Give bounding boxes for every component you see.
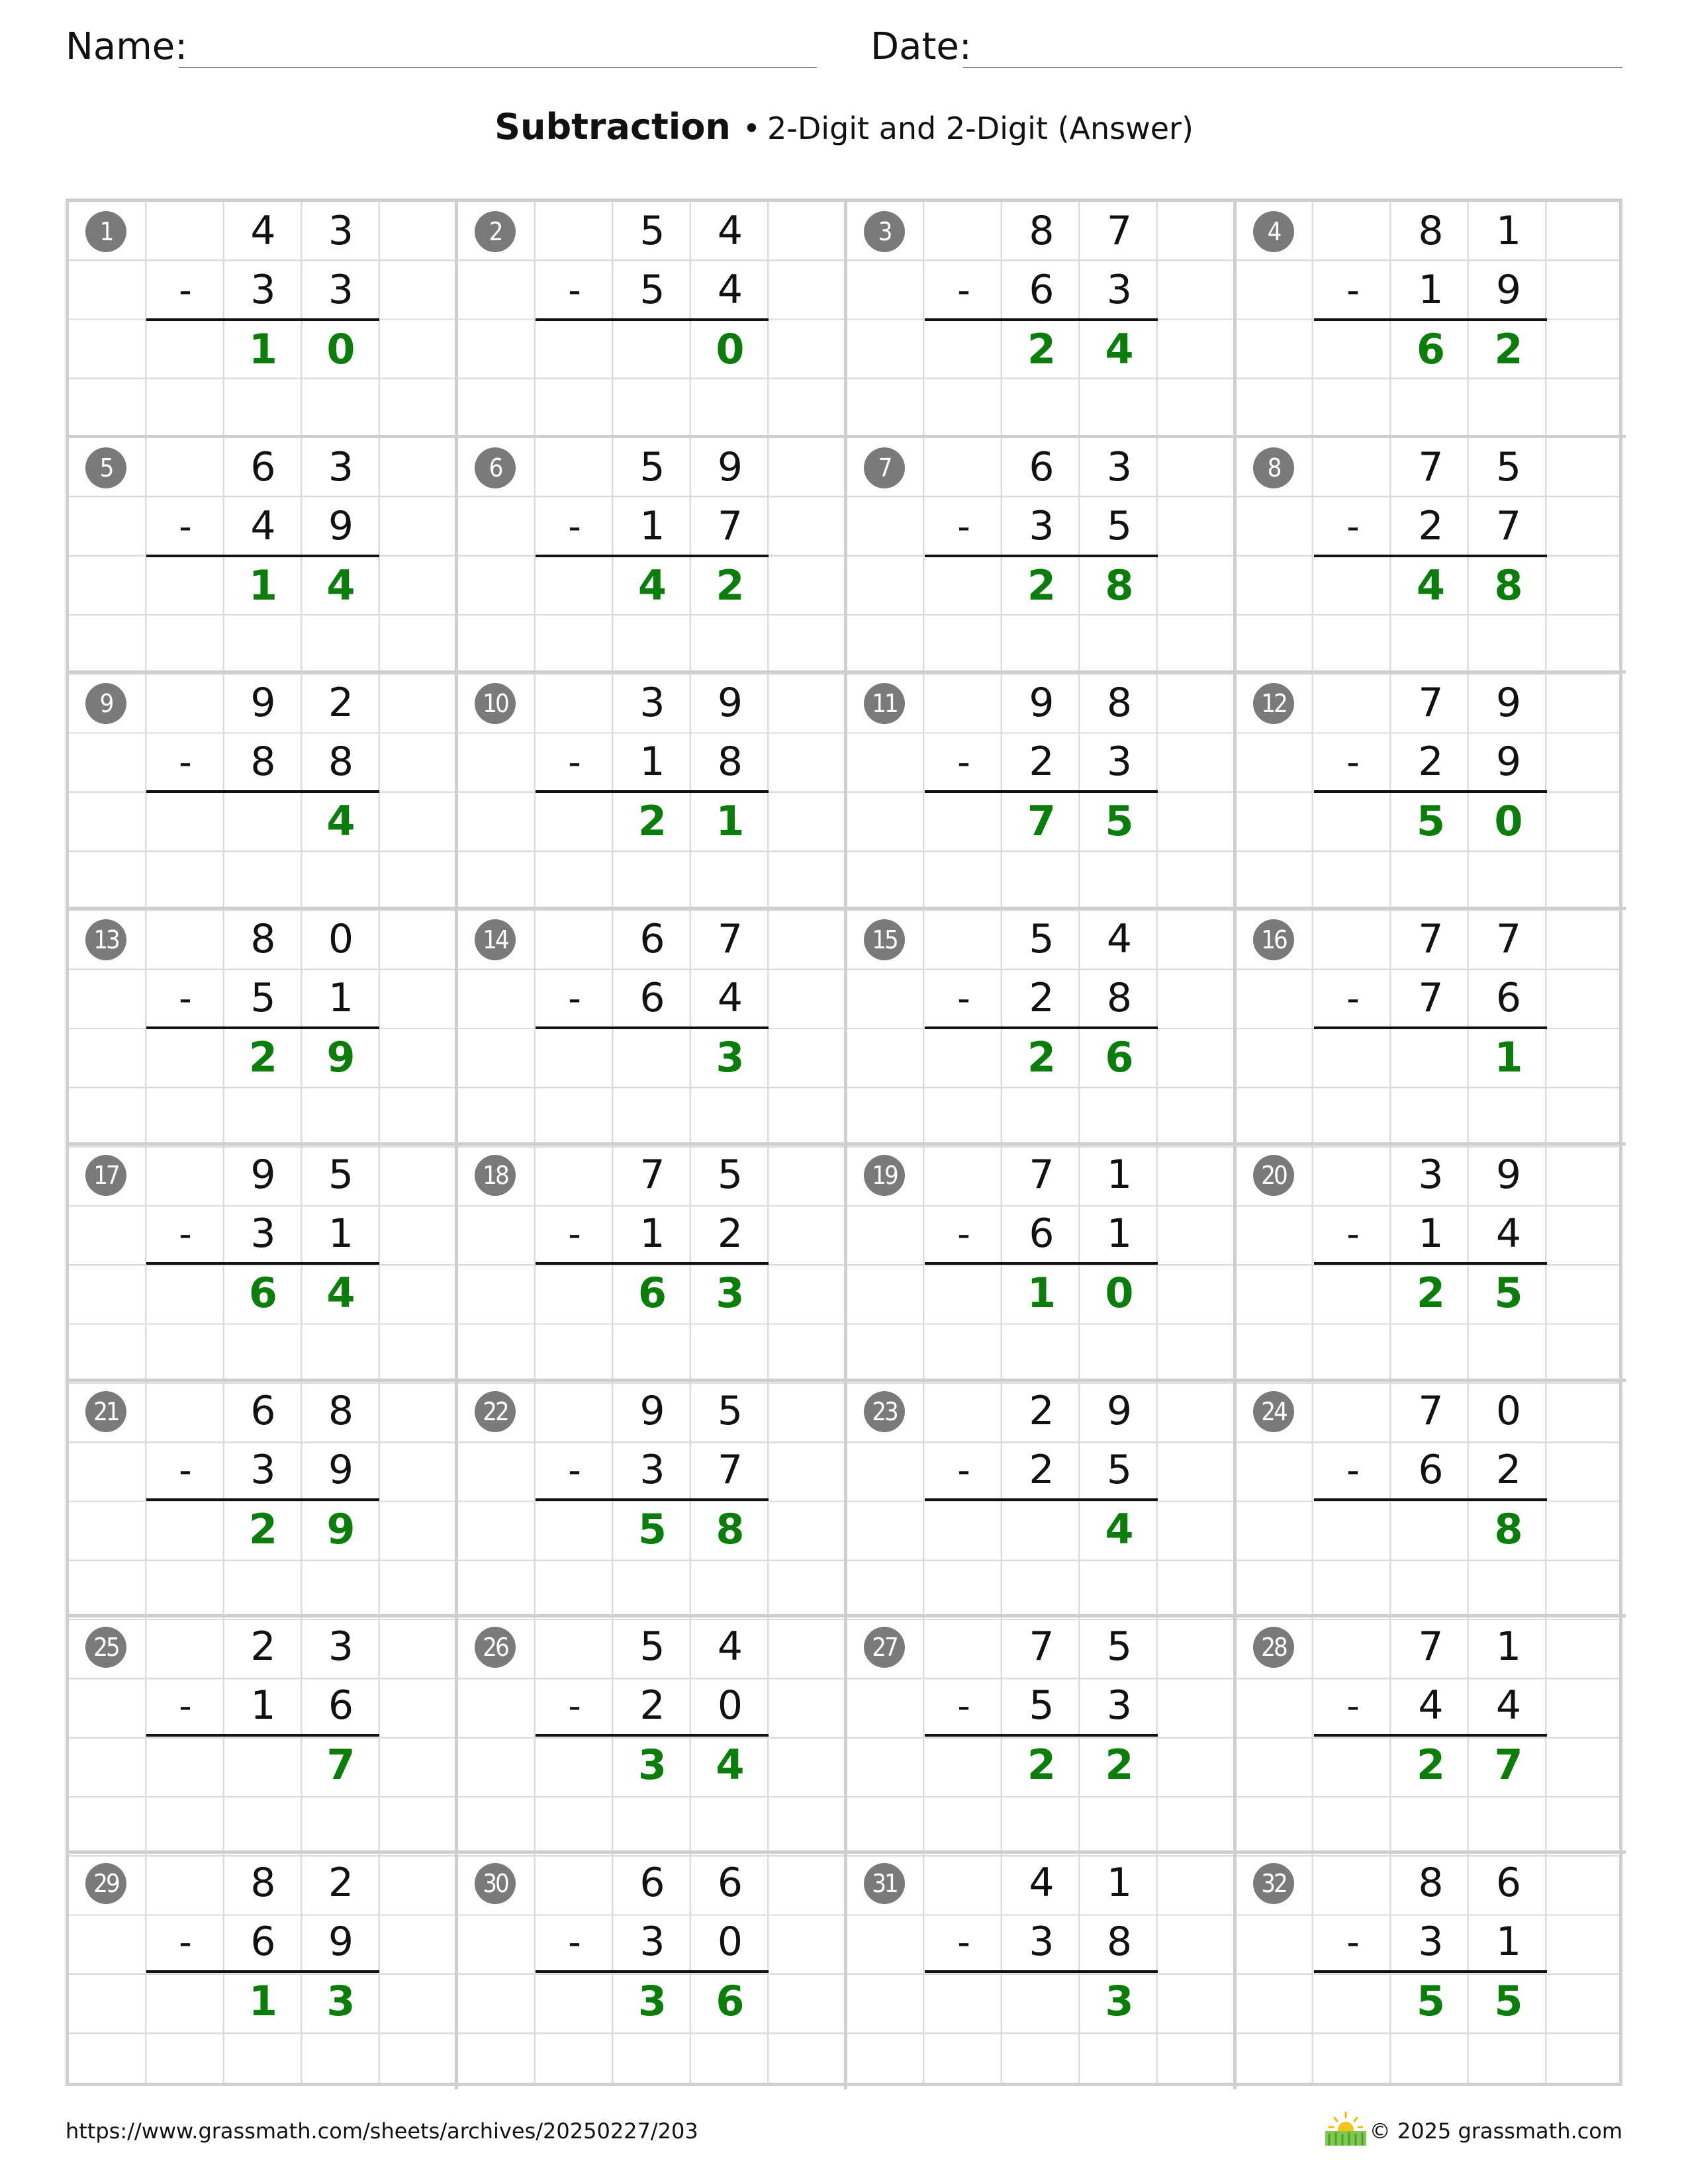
problem-10 bbox=[458, 674, 847, 910]
minuend-tens-digit: 5 bbox=[639, 208, 665, 254]
subtrahend-tens-digit: 3 bbox=[639, 1918, 665, 1965]
problem-6 bbox=[458, 438, 847, 674]
problem-number-badge: 25 bbox=[85, 1627, 126, 1668]
problem-4 bbox=[1237, 202, 1626, 438]
subtrahend-ones-digit: 5 bbox=[1106, 502, 1133, 549]
worksheet-title bbox=[0, 106, 1688, 148]
problem-number-badge: 18 bbox=[475, 1155, 516, 1196]
problem-number-badge: 24 bbox=[1253, 1391, 1294, 1432]
problem-number-badge: 2 bbox=[475, 211, 516, 252]
answer-ones-digit[interactable]: 3 bbox=[716, 1269, 745, 1317]
subtrahend-tens-digit: 2 bbox=[639, 1682, 665, 1729]
subtrahend-tens-digit: 3 bbox=[1029, 1918, 1055, 1965]
subtrahend-ones-digit: 9 bbox=[328, 1446, 354, 1493]
subtrahend-ones-digit: 3 bbox=[1106, 1682, 1133, 1729]
minuend-ones-digit: 6 bbox=[1495, 1859, 1522, 1906]
problem-number-badge: 5 bbox=[85, 447, 126, 488]
problem-26 bbox=[458, 1617, 847, 1854]
problem-number-badge: 9 bbox=[85, 683, 126, 724]
minuend-tens-digit: 7 bbox=[1418, 1623, 1444, 1670]
answer-tens-digit[interactable]: 1 bbox=[248, 561, 278, 610]
problem-number-badge: 31 bbox=[864, 1863, 905, 1904]
minuend-tens-digit: 6 bbox=[250, 443, 276, 490]
answer-tens-digit[interactable]: 2 bbox=[1416, 1741, 1446, 1789]
minus-sign: - bbox=[1346, 1449, 1360, 1491]
minuend-ones-digit: 5 bbox=[328, 1152, 354, 1198]
subtrahend-ones-digit: 7 bbox=[717, 1446, 743, 1493]
minus-sign: - bbox=[957, 1921, 970, 1963]
title-separator: • bbox=[742, 111, 761, 146]
problem-number-badge: 17 bbox=[85, 1155, 126, 1196]
answer-tens-digit[interactable]: 3 bbox=[637, 1741, 667, 1789]
problem-number-badge: 20 bbox=[1253, 1155, 1294, 1196]
subtrahend-ones-digit: 6 bbox=[1495, 974, 1522, 1021]
problem-number-badge: 1 bbox=[85, 211, 126, 252]
answer-tens-digit[interactable]: 5 bbox=[637, 1504, 667, 1553]
subtrahend-ones-digit: 3 bbox=[1106, 267, 1133, 313]
minuend-tens-digit: 3 bbox=[639, 680, 665, 726]
problem-2 bbox=[458, 202, 847, 438]
minus-sign: - bbox=[957, 505, 970, 547]
subtrahend-ones-digit: 9 bbox=[328, 502, 354, 549]
problem-number-badge: 6 bbox=[475, 447, 516, 488]
answer-ones-digit[interactable]: 4 bbox=[716, 1741, 745, 1789]
minuend-tens-digit: 8 bbox=[1029, 208, 1055, 254]
minus-sign: - bbox=[1346, 505, 1360, 547]
subtrahend-tens-digit: 2 bbox=[1418, 502, 1444, 549]
answer-ones-digit[interactable]: 8 bbox=[1494, 561, 1523, 610]
subtrahend-ones-digit: 1 bbox=[328, 974, 354, 1021]
minuend-ones-digit: 3 bbox=[328, 1623, 354, 1670]
minus-sign: - bbox=[568, 269, 581, 311]
subtrahend-ones-digit: 8 bbox=[1106, 974, 1133, 1021]
problem-27 bbox=[847, 1617, 1237, 1854]
subtrahend-ones-digit: 1 bbox=[1106, 1210, 1133, 1257]
answer-ones-digit[interactable]: 4 bbox=[326, 797, 355, 845]
problem-number-badge: 7 bbox=[864, 447, 905, 488]
subtrahend-tens-digit: 2 bbox=[1418, 739, 1444, 785]
subtrahend-ones-digit: 9 bbox=[1495, 739, 1522, 785]
answer-ones-digit[interactable]: 1 bbox=[716, 797, 745, 845]
subtrahend-ones-digit: 3 bbox=[1106, 739, 1133, 785]
name-underline[interactable] bbox=[179, 67, 817, 68]
problem-3 bbox=[847, 202, 1237, 438]
minus-sign: - bbox=[568, 741, 581, 783]
answer-ones-digit[interactable]: 2 bbox=[716, 561, 745, 610]
answer-tens-digit[interactable]: 2 bbox=[1027, 561, 1056, 610]
title-subtitle: 2-Digit and 2-Digit (Answer) bbox=[767, 111, 1194, 146]
problem-number-badge: 12 bbox=[1253, 683, 1294, 724]
subtrahend-tens-digit: 3 bbox=[639, 1446, 665, 1493]
answer-ones-digit[interactable]: 1 bbox=[1494, 1032, 1523, 1081]
problem-number-badge: 13 bbox=[85, 919, 126, 960]
answer-tens-digit[interactable]: 4 bbox=[1416, 561, 1446, 610]
subtrahend-tens-digit: 1 bbox=[639, 1210, 665, 1257]
answer-tens-digit[interactable]: 2 bbox=[637, 797, 667, 845]
minus-sign: - bbox=[179, 505, 192, 547]
minuend-ones-digit: 2 bbox=[328, 680, 354, 726]
subtrahend-tens-digit: 6 bbox=[250, 1918, 276, 1965]
answer-ones-digit[interactable]: 8 bbox=[716, 1504, 745, 1553]
subtrahend-tens-digit: 5 bbox=[639, 267, 665, 313]
problem-5 bbox=[69, 438, 458, 674]
problem-21 bbox=[69, 1382, 458, 1618]
answer-tens-digit[interactable]: 1 bbox=[248, 1976, 278, 2025]
problem-grid bbox=[66, 199, 1622, 2086]
subtrahend-tens-digit: 1 bbox=[639, 739, 665, 785]
minuend-ones-digit: 5 bbox=[1495, 443, 1522, 490]
subtrahend-tens-digit: 5 bbox=[1029, 1682, 1055, 1729]
subtrahend-ones-digit: 0 bbox=[717, 1918, 743, 1965]
problem-9 bbox=[69, 674, 458, 910]
problem-number-badge: 28 bbox=[1253, 1627, 1294, 1668]
subtrahend-tens-digit: 1 bbox=[250, 1682, 276, 1729]
minus-sign: - bbox=[1346, 1921, 1360, 1963]
problem-number-badge: 16 bbox=[1253, 919, 1294, 960]
answer-ones-digit[interactable]: 3 bbox=[326, 1976, 355, 2025]
problem-25 bbox=[69, 1617, 458, 1854]
minus-sign: - bbox=[568, 977, 581, 1019]
problem-8 bbox=[1237, 438, 1626, 674]
minus-sign: - bbox=[179, 741, 192, 783]
minus-sign: - bbox=[1346, 269, 1360, 311]
minuend-ones-digit: 7 bbox=[1495, 915, 1522, 962]
subtrahend-tens-digit: 6 bbox=[1418, 1446, 1444, 1493]
minuend-ones-digit: 1 bbox=[1495, 1623, 1522, 1670]
subtrahend-tens-digit: 6 bbox=[1029, 1210, 1055, 1257]
answer-tens-digit[interactable]: 6 bbox=[248, 1269, 278, 1317]
subtrahend-ones-digit: 9 bbox=[1495, 267, 1522, 313]
minuend-tens-digit: 5 bbox=[1029, 915, 1055, 962]
footer-copyright: © 2025 grassmath.com bbox=[1369, 2118, 1622, 2144]
minuend-tens-digit: 7 bbox=[1029, 1623, 1055, 1670]
subtrahend-ones-digit: 8 bbox=[328, 739, 354, 785]
subtrahend-ones-digit: 2 bbox=[1495, 1446, 1522, 1493]
minuend-ones-digit: 9 bbox=[717, 680, 743, 726]
minuend-tens-digit: 8 bbox=[1418, 208, 1444, 254]
footer-url[interactable]: https://www.grassmath.com/sheets/archives/20250227/203 bbox=[66, 2118, 698, 2144]
problem-number-badge: 19 bbox=[864, 1155, 905, 1196]
answer-ones-digit[interactable]: 2 bbox=[1494, 325, 1523, 373]
answer-ones-digit[interactable]: 6 bbox=[716, 1976, 745, 2025]
subtrahend-ones-digit: 3 bbox=[328, 267, 354, 313]
minus-sign: - bbox=[568, 1921, 581, 1963]
minuend-ones-digit: 5 bbox=[717, 1152, 743, 1198]
problem-number-badge: 32 bbox=[1253, 1863, 1294, 1904]
minuend-ones-digit: 8 bbox=[1106, 680, 1133, 726]
minuend-tens-digit: 7 bbox=[1418, 680, 1444, 726]
answer-ones-digit[interactable]: 0 bbox=[1494, 797, 1523, 845]
grass-sun-logo-icon bbox=[1323, 2110, 1369, 2147]
minuend-tens-digit: 8 bbox=[250, 915, 276, 962]
problem-30 bbox=[458, 1854, 847, 2090]
minuend-ones-digit: 9 bbox=[1106, 1387, 1133, 1434]
minuend-ones-digit: 9 bbox=[717, 443, 743, 490]
name-label: Name: bbox=[66, 25, 188, 68]
answer-tens-digit[interactable]: 2 bbox=[1027, 1032, 1056, 1081]
minuend-tens-digit: 9 bbox=[250, 1152, 276, 1198]
minus-sign: - bbox=[957, 977, 970, 1019]
subtrahend-tens-digit: 4 bbox=[1418, 1682, 1444, 1729]
date-underline[interactable] bbox=[963, 67, 1622, 68]
answer-ones-digit[interactable]: 4 bbox=[1105, 1504, 1134, 1553]
minus-sign: - bbox=[1346, 977, 1360, 1019]
problem-22 bbox=[458, 1382, 847, 1618]
problem-number-badge: 4 bbox=[1253, 211, 1294, 252]
minuend-tens-digit: 2 bbox=[1029, 1387, 1055, 1434]
problem-14 bbox=[458, 910, 847, 1146]
problem-number-badge: 27 bbox=[864, 1627, 905, 1668]
answer-tens-digit[interactable]: 2 bbox=[1416, 1269, 1446, 1317]
subtrahend-tens-digit: 6 bbox=[639, 974, 665, 1021]
minuend-tens-digit: 6 bbox=[250, 1387, 276, 1434]
subtrahend-ones-digit: 6 bbox=[328, 1682, 354, 1729]
answer-tens-digit[interactable]: 2 bbox=[1027, 325, 1056, 373]
minuend-ones-digit: 3 bbox=[1106, 443, 1133, 490]
subtrahend-ones-digit: 4 bbox=[1495, 1210, 1522, 1257]
subtrahend-ones-digit: 4 bbox=[717, 267, 743, 313]
minuend-tens-digit: 7 bbox=[1418, 443, 1444, 490]
problem-17 bbox=[69, 1146, 458, 1382]
answer-ones-digit[interactable]: 4 bbox=[1105, 325, 1134, 373]
minuend-tens-digit: 6 bbox=[639, 915, 665, 962]
subtrahend-ones-digit: 8 bbox=[1106, 1918, 1133, 1965]
minus-sign: - bbox=[568, 1213, 581, 1255]
problem-number-badge: 3 bbox=[864, 211, 905, 252]
minuend-ones-digit: 1 bbox=[1495, 208, 1522, 254]
subtrahend-ones-digit: 1 bbox=[1495, 1918, 1522, 1965]
minuend-tens-digit: 7 bbox=[1418, 915, 1444, 962]
minuend-ones-digit: 5 bbox=[1106, 1623, 1133, 1670]
answer-ones-digit[interactable]: 9 bbox=[326, 1504, 355, 1553]
problem-number-badge: 11 bbox=[864, 683, 905, 724]
problem-number-badge: 8 bbox=[1253, 447, 1294, 488]
answer-ones-digit[interactable]: 3 bbox=[1105, 1976, 1134, 2025]
answer-ones-digit[interactable]: 5 bbox=[1494, 1976, 1523, 2025]
subtrahend-ones-digit: 1 bbox=[328, 1210, 354, 1257]
subtrahend-tens-digit: 2 bbox=[1029, 1446, 1055, 1493]
answer-ones-digit[interactable]: 4 bbox=[326, 561, 355, 610]
title-main: Subtraction bbox=[494, 106, 731, 148]
answer-tens-digit[interactable]: 3 bbox=[637, 1976, 667, 2025]
minuend-ones-digit: 8 bbox=[328, 1387, 354, 1434]
problem-7 bbox=[847, 438, 1237, 674]
minus-sign: - bbox=[179, 1921, 192, 1963]
problem-number-badge: 10 bbox=[475, 683, 516, 724]
problem-18 bbox=[458, 1146, 847, 1382]
subtrahend-tens-digit: 1 bbox=[639, 502, 665, 549]
minuend-ones-digit: 0 bbox=[328, 915, 354, 962]
answer-ones-digit[interactable]: 5 bbox=[1494, 1269, 1523, 1317]
problem-31 bbox=[847, 1854, 1237, 2090]
minuend-tens-digit: 8 bbox=[1418, 1859, 1444, 1906]
problem-number-badge: 30 bbox=[475, 1863, 516, 1904]
answer-ones-digit[interactable]: 6 bbox=[1105, 1032, 1134, 1081]
minus-sign: - bbox=[179, 269, 192, 311]
minuend-ones-digit: 3 bbox=[328, 208, 354, 254]
answer-ones-digit[interactable]: 2 bbox=[1105, 1741, 1134, 1789]
minus-sign: - bbox=[568, 1449, 581, 1491]
subtrahend-tens-digit: 8 bbox=[250, 739, 276, 785]
problem-19 bbox=[847, 1146, 1237, 1382]
answer-tens-digit[interactable]: 6 bbox=[1416, 325, 1446, 373]
minus-sign: - bbox=[957, 741, 970, 783]
problem-15 bbox=[847, 910, 1237, 1146]
subtrahend-ones-digit: 8 bbox=[717, 739, 743, 785]
subtrahend-tens-digit: 3 bbox=[1418, 1918, 1444, 1965]
minuend-ones-digit: 4 bbox=[1106, 915, 1133, 962]
subtrahend-ones-digit: 0 bbox=[717, 1682, 743, 1729]
minuend-ones-digit: 1 bbox=[1106, 1859, 1133, 1906]
subtrahend-ones-digit: 9 bbox=[328, 1918, 354, 1965]
problem-number-badge: 21 bbox=[85, 1391, 126, 1432]
problem-20 bbox=[1237, 1146, 1626, 1382]
answer-ones-digit[interactable]: 8 bbox=[1105, 561, 1134, 610]
subtrahend-tens-digit: 2 bbox=[1029, 974, 1055, 1021]
subtrahend-tens-digit: 3 bbox=[1029, 502, 1055, 549]
subtrahend-ones-digit: 4 bbox=[717, 974, 743, 1021]
minuend-ones-digit: 4 bbox=[717, 208, 743, 254]
minus-sign: - bbox=[1346, 741, 1360, 783]
subtrahend-tens-digit: 3 bbox=[250, 1446, 276, 1493]
minus-sign: - bbox=[957, 1213, 970, 1255]
problem-12 bbox=[1237, 674, 1626, 910]
answer-ones-digit[interactable]: 8 bbox=[1494, 1504, 1523, 1553]
subtrahend-tens-digit: 6 bbox=[1029, 267, 1055, 313]
minus-sign: - bbox=[179, 1213, 192, 1255]
minuend-ones-digit: 7 bbox=[1106, 208, 1133, 254]
problem-number-badge: 23 bbox=[864, 1391, 905, 1432]
minuend-tens-digit: 7 bbox=[1029, 1152, 1055, 1198]
minuend-tens-digit: 7 bbox=[639, 1152, 665, 1198]
subtrahend-tens-digit: 3 bbox=[250, 267, 276, 313]
subtrahend-ones-digit: 7 bbox=[1495, 502, 1522, 549]
answer-tens-digit[interactable]: 5 bbox=[1416, 797, 1446, 845]
minuend-tens-digit: 7 bbox=[1418, 1387, 1444, 1434]
answer-tens-digit[interactable]: 7 bbox=[1027, 797, 1056, 845]
subtrahend-tens-digit: 1 bbox=[1418, 1210, 1444, 1257]
minuend-tens-digit: 8 bbox=[250, 1859, 276, 1906]
minus-sign: - bbox=[179, 977, 192, 1019]
answer-ones-digit[interactable]: 0 bbox=[716, 325, 745, 373]
minus-sign: - bbox=[957, 269, 970, 311]
minuend-tens-digit: 9 bbox=[250, 680, 276, 726]
problem-number-badge: 26 bbox=[475, 1627, 516, 1668]
minuend-tens-digit: 4 bbox=[250, 208, 276, 254]
answer-ones-digit[interactable]: 4 bbox=[326, 1269, 355, 1317]
minuend-tens-digit: 9 bbox=[639, 1387, 665, 1434]
problem-28 bbox=[1237, 1617, 1626, 1854]
problem-number-badge: 29 bbox=[85, 1863, 126, 1904]
problem-32 bbox=[1237, 1854, 1626, 2090]
problem-24 bbox=[1237, 1382, 1626, 1618]
minuend-ones-digit: 3 bbox=[328, 443, 354, 490]
answer-ones-digit[interactable]: 3 bbox=[716, 1032, 745, 1081]
answer-ones-digit[interactable]: 0 bbox=[1105, 1269, 1134, 1317]
minuend-ones-digit: 9 bbox=[1495, 680, 1522, 726]
answer-ones-digit[interactable]: 9 bbox=[326, 1032, 355, 1081]
minuend-ones-digit: 9 bbox=[1495, 1152, 1522, 1198]
minuend-ones-digit: 1 bbox=[1106, 1152, 1133, 1198]
answer-ones-digit[interactable]: 7 bbox=[326, 1741, 355, 1789]
minus-sign: - bbox=[957, 1449, 970, 1491]
subtrahend-ones-digit: 7 bbox=[717, 502, 743, 549]
minuend-tens-digit: 4 bbox=[1029, 1859, 1055, 1906]
minuend-ones-digit: 7 bbox=[717, 915, 743, 962]
answer-ones-digit[interactable]: 7 bbox=[1494, 1741, 1523, 1789]
problem-number-badge: 15 bbox=[864, 919, 905, 960]
minuend-tens-digit: 5 bbox=[639, 443, 665, 490]
minuend-tens-digit: 6 bbox=[639, 1859, 665, 1906]
answer-tens-digit[interactable]: 2 bbox=[1027, 1741, 1056, 1789]
minuend-ones-digit: 4 bbox=[717, 1623, 743, 1670]
minus-sign: - bbox=[179, 1449, 192, 1491]
problem-16 bbox=[1237, 910, 1626, 1146]
answer-tens-digit[interactable]: 1 bbox=[248, 325, 278, 373]
minuend-tens-digit: 2 bbox=[250, 1623, 276, 1670]
minus-sign: - bbox=[179, 1685, 192, 1727]
date-label: Date: bbox=[870, 25, 972, 68]
minus-sign: - bbox=[568, 505, 581, 547]
problem-13 bbox=[69, 910, 458, 1146]
minuend-ones-digit: 2 bbox=[328, 1859, 354, 1906]
subtrahend-ones-digit: 5 bbox=[1106, 1446, 1133, 1493]
answer-tens-digit[interactable]: 4 bbox=[637, 561, 667, 610]
subtrahend-tens-digit: 3 bbox=[250, 1210, 276, 1257]
answer-tens-digit[interactable]: 2 bbox=[248, 1504, 278, 1553]
minuend-ones-digit: 6 bbox=[717, 1859, 743, 1906]
subtrahend-tens-digit: 5 bbox=[250, 974, 276, 1021]
minus-sign: - bbox=[1346, 1685, 1360, 1727]
minuend-ones-digit: 5 bbox=[717, 1387, 743, 1434]
subtrahend-tens-digit: 2 bbox=[1029, 739, 1055, 785]
problem-23 bbox=[847, 1382, 1237, 1618]
problem-29 bbox=[69, 1854, 458, 2090]
minus-sign: - bbox=[1346, 1213, 1360, 1255]
answer-tens-digit[interactable]: 6 bbox=[637, 1269, 667, 1317]
subtrahend-tens-digit: 4 bbox=[250, 502, 276, 549]
minuend-tens-digit: 3 bbox=[1418, 1152, 1444, 1198]
answer-tens-digit[interactable]: 2 bbox=[248, 1032, 278, 1081]
answer-tens-digit[interactable]: 5 bbox=[1416, 1976, 1446, 2025]
subtrahend-tens-digit: 1 bbox=[1418, 267, 1444, 313]
minuend-tens-digit: 5 bbox=[639, 1623, 665, 1670]
problem-1 bbox=[69, 202, 458, 438]
minuend-ones-digit: 0 bbox=[1495, 1387, 1522, 1434]
problem-number-badge: 14 bbox=[475, 919, 516, 960]
answer-ones-digit[interactable]: 5 bbox=[1105, 797, 1134, 845]
minus-sign: - bbox=[957, 1685, 970, 1727]
minus-sign: - bbox=[568, 1685, 581, 1727]
minuend-tens-digit: 9 bbox=[1029, 680, 1055, 726]
subtrahend-tens-digit: 7 bbox=[1418, 974, 1444, 1021]
minuend-tens-digit: 6 bbox=[1029, 443, 1055, 490]
problem-11 bbox=[847, 674, 1237, 910]
answer-ones-digit[interactable]: 0 bbox=[326, 325, 355, 373]
answer-tens-digit[interactable]: 1 bbox=[1027, 1269, 1056, 1317]
subtrahend-ones-digit: 4 bbox=[1495, 1682, 1522, 1729]
problem-number-badge: 22 bbox=[475, 1391, 516, 1432]
subtrahend-ones-digit: 2 bbox=[717, 1210, 743, 1257]
